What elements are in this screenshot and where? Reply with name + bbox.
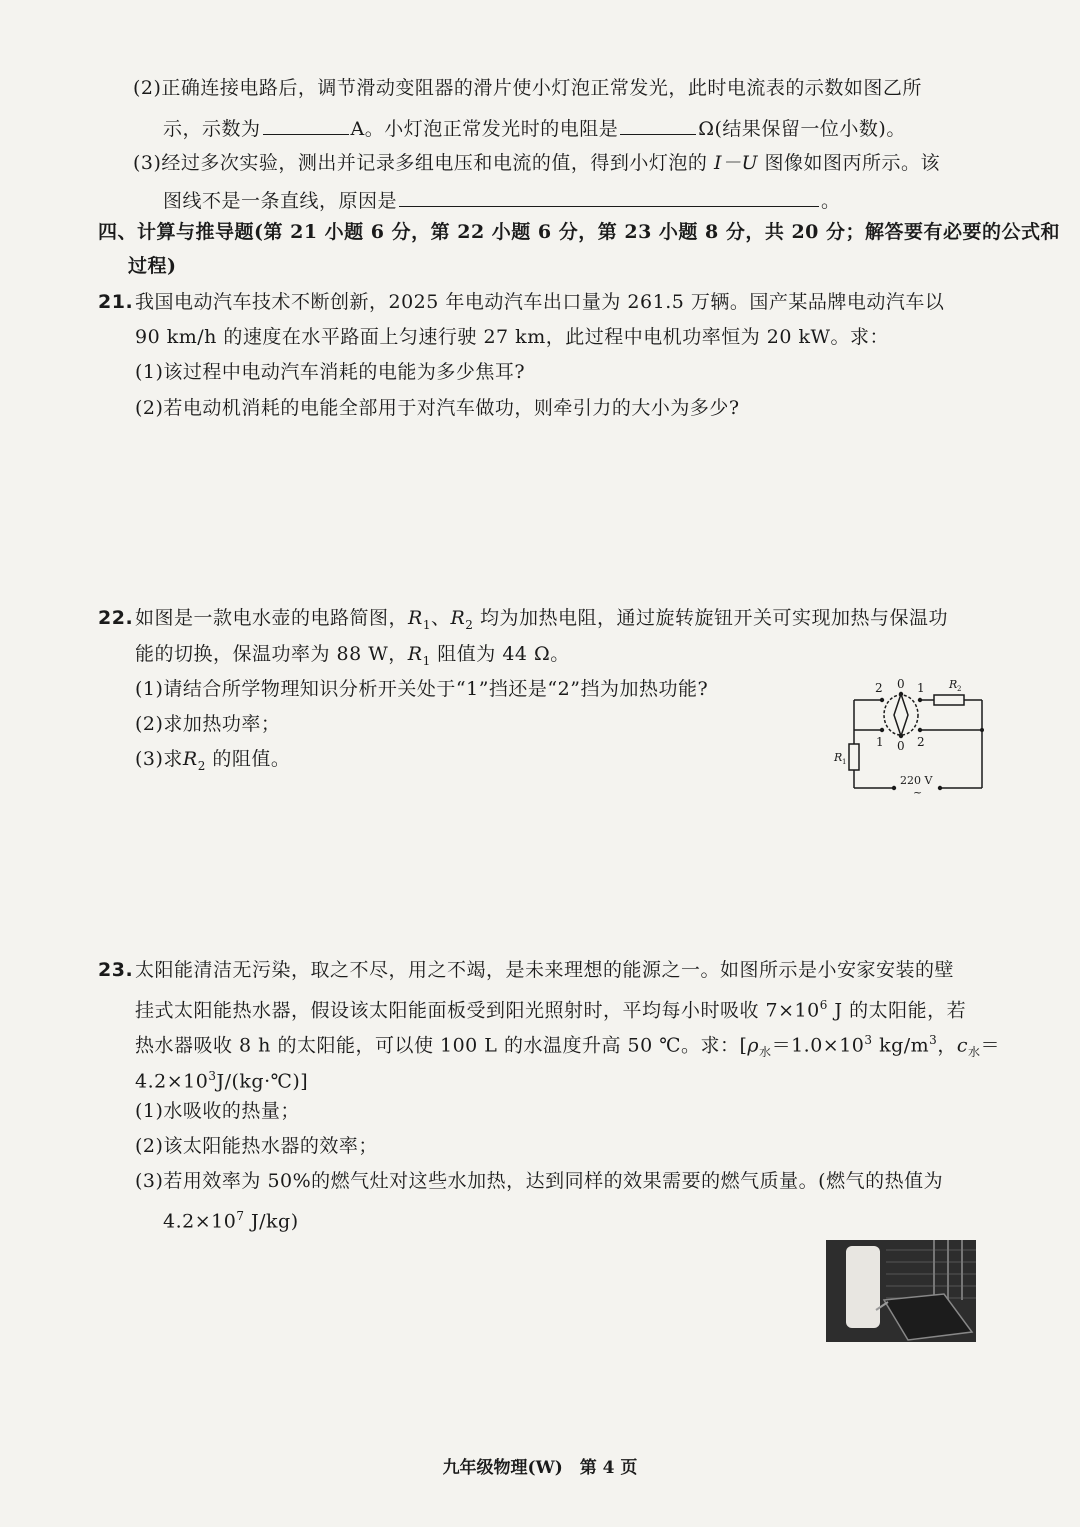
rotary-switch-ring: [884, 695, 918, 735]
iu-variable: I－U: [713, 152, 758, 174]
q21-line1: 我国电动汽车技术不断创新，2025 年电动汽车出口量为 261.5 万辆。国产某品牌电动汽车以: [135, 291, 945, 313]
q20-part2-line1: (2)正确连接电路后，调节滑动变阻器的滑片使小灯泡正常发光，此时电流表的示数如图乙所: [133, 77, 922, 99]
r2-subscript: 2: [465, 617, 474, 632]
q23-line3-text-c: kg/m: [872, 1034, 930, 1057]
q22-text-d: 阻值为 44 Ω。: [437, 643, 570, 665]
label-top-0: 0: [897, 677, 905, 691]
q22-text-b: 均为加热电阻，通过旋转旋钮开关可实现加热与保温功: [479, 607, 948, 629]
q21-sub2: (2)若电动机消耗的电能全部用于对汽车做功，则牵引力的大小为多少?: [135, 397, 740, 419]
r1-resistor: [849, 744, 859, 770]
q23-sub1: (1)水吸收的热量；: [135, 1100, 300, 1122]
answer-blank-reason[interactable]: [399, 186, 819, 207]
contact-bottom-0: [899, 734, 903, 738]
q20-part3-text-a: (3)经过多次实验，测出并记录多组电压和电流的值，得到小灯泡的: [133, 152, 708, 174]
r1-label: R: [834, 751, 843, 764]
q20-part3-text-c: 图线不是一条直线，原因是: [163, 190, 398, 212]
r2-resistor: [934, 695, 964, 705]
q23-line2-exponent: 6: [819, 998, 828, 1012]
q20-part3-text-d: 。: [821, 190, 841, 212]
q22-line1: [135, 606, 948, 637]
q20-part2-text-b: A。小灯泡正常发光时的电阻是: [350, 118, 619, 140]
q20-part3-line2: [163, 186, 841, 213]
q23-line4-exponent: 3: [208, 1069, 217, 1083]
r1-subscript: 1: [422, 617, 431, 632]
water-tank: [846, 1246, 880, 1328]
r2-label-sub: 2: [957, 685, 962, 693]
q23-line4: [135, 1064, 308, 1093]
label-bottom-0: 0: [897, 739, 905, 753]
rho-subscript: 水: [759, 1045, 772, 1060]
section4-heading-line1: 四、计算与推导题(第 21 小题 6 分，第 22 小题 6 分，第 23 小题 8 分，共 20 分；解答要有必要的公式和: [98, 221, 1061, 243]
q23-line1: 太阳能清洁无污染，取之不尽，用之不竭，是未来理想的能源之一。如图所示是小安家安装的壁: [135, 959, 955, 981]
q23-line2: [135, 993, 966, 1022]
contact-top-1: [918, 698, 922, 702]
solar-heater-illustration: [826, 1240, 976, 1342]
q23-line3-exponent2: 3: [929, 1033, 938, 1047]
contact-top-0: [899, 692, 903, 696]
answer-blank-current[interactable]: [263, 114, 349, 135]
q23-line4-text-a: 4.2×10: [135, 1070, 209, 1093]
rho-symbol: ρ: [747, 1034, 760, 1057]
source-voltage-label: 220 V: [900, 774, 933, 787]
label-top-2: 2: [875, 681, 883, 695]
q23-line2-text-a: 挂式太阳能热水器，假设该太阳能面板受到阳光照射时，平均每小时吸收 7×10: [135, 999, 820, 1022]
q22-text-c: 能的切换，保温功率为 88 W，: [135, 643, 408, 665]
contact-top-2: [880, 698, 884, 702]
q22-separator: 、: [430, 607, 451, 629]
q23-line4-text-b: J/(kg·℃)]: [216, 1070, 309, 1093]
q21-sub1: (1)该过程中电动汽车消耗的电能为多少焦耳?: [135, 361, 526, 383]
q20-part3-line1: [133, 151, 940, 175]
label-bottom-1: 1: [876, 735, 884, 749]
r1-symbol: R: [407, 643, 423, 665]
rotary-switch-blade: [894, 694, 908, 736]
q22-text-a: 如图是一款电水壶的电路简图，: [135, 607, 409, 629]
solar-water-heater-photo: [826, 1240, 976, 1342]
contact-bottom-1: [880, 728, 884, 732]
r2-symbol: R: [450, 607, 466, 629]
q20-part2-text-c: Ω(结果保留一位小数)。: [698, 118, 906, 140]
q20-part2-text-a: 示，示数为: [163, 118, 261, 140]
junction-right: [980, 728, 984, 732]
q20-part3-text-b: 图像如图丙所示。该: [764, 152, 941, 174]
kettle-circuit-diagram: [828, 672, 990, 796]
source-terminal-left: [892, 786, 896, 790]
q22-sub3-text-b: 的阻值。: [212, 748, 291, 770]
r1-label-sub: 1: [842, 758, 847, 766]
q23-line3-text-a: 热水器吸收 8 h 的太阳能，可以使 100 L 的水温度升高 50 ℃。求：[: [135, 1034, 748, 1057]
q23-sub2: (2)该太阳能热水器的效率；: [135, 1135, 378, 1157]
q23-line3-text-b: ＝1.0×10: [771, 1034, 865, 1057]
r1-symbol: R: [408, 607, 423, 629]
label-bottom-2: 2: [917, 735, 925, 749]
answer-blank-resistance[interactable]: [620, 114, 696, 135]
q23-sub3-exponent: 7: [236, 1209, 245, 1223]
q21-line2: 90 km/h 的速度在水平路面上匀速行驶 27 km，此过程中电机功率恒为 20 kW。求：: [135, 326, 890, 348]
r2-symbol: R: [182, 748, 198, 770]
q22-sub2: (2)求加热功率；: [135, 713, 281, 735]
r1-subscript: 1: [422, 653, 431, 668]
contact-bottom-2: [918, 728, 922, 732]
q23-line3-exponent1: 3: [864, 1033, 873, 1047]
q22-line2: [135, 642, 570, 673]
c-subscript: 水: [967, 1045, 981, 1060]
q23-sub3-text-a: 4.2×10: [163, 1210, 237, 1233]
label-top-1: 1: [917, 681, 925, 695]
page-footer: 九年级物理(W) 第 4 页: [442, 1458, 638, 1478]
section4-heading-line2: 过程): [128, 255, 177, 277]
q23-sub3-text-b: J/kg): [244, 1210, 299, 1233]
q21-number: 21.: [98, 291, 134, 313]
c-symbol: c: [956, 1034, 968, 1057]
source-terminal-right: [938, 786, 942, 790]
q22-sub1: (1)请结合所学物理知识分析开关处于“1”挡还是“2”挡为加热功能?: [135, 678, 709, 700]
q23-line3-text-d: ，: [937, 1034, 957, 1057]
q23-number: 23.: [98, 959, 134, 981]
q22-number: 22.: [98, 607, 134, 629]
q22-sub3-text-a: (3)求: [135, 748, 183, 770]
q20-part2-line2: [163, 114, 906, 141]
q23-sub3: (3)若用效率为 50%的燃气灶对这些水加热，达到同样的效果需要的燃气质量。(燃气的热值为: [135, 1170, 944, 1192]
q23-line3-text-e: ＝: [980, 1034, 1001, 1057]
q23-line2-text-b: J 的太阳能，若: [827, 999, 967, 1022]
r2-label: R: [949, 678, 958, 691]
source-ac-symbol: ~: [913, 786, 923, 796]
q23-line3: [135, 1028, 1000, 1064]
q23-sub3-line2: [163, 1204, 299, 1233]
r2-subscript: 2: [197, 758, 206, 773]
q22-sub3: [135, 747, 290, 778]
